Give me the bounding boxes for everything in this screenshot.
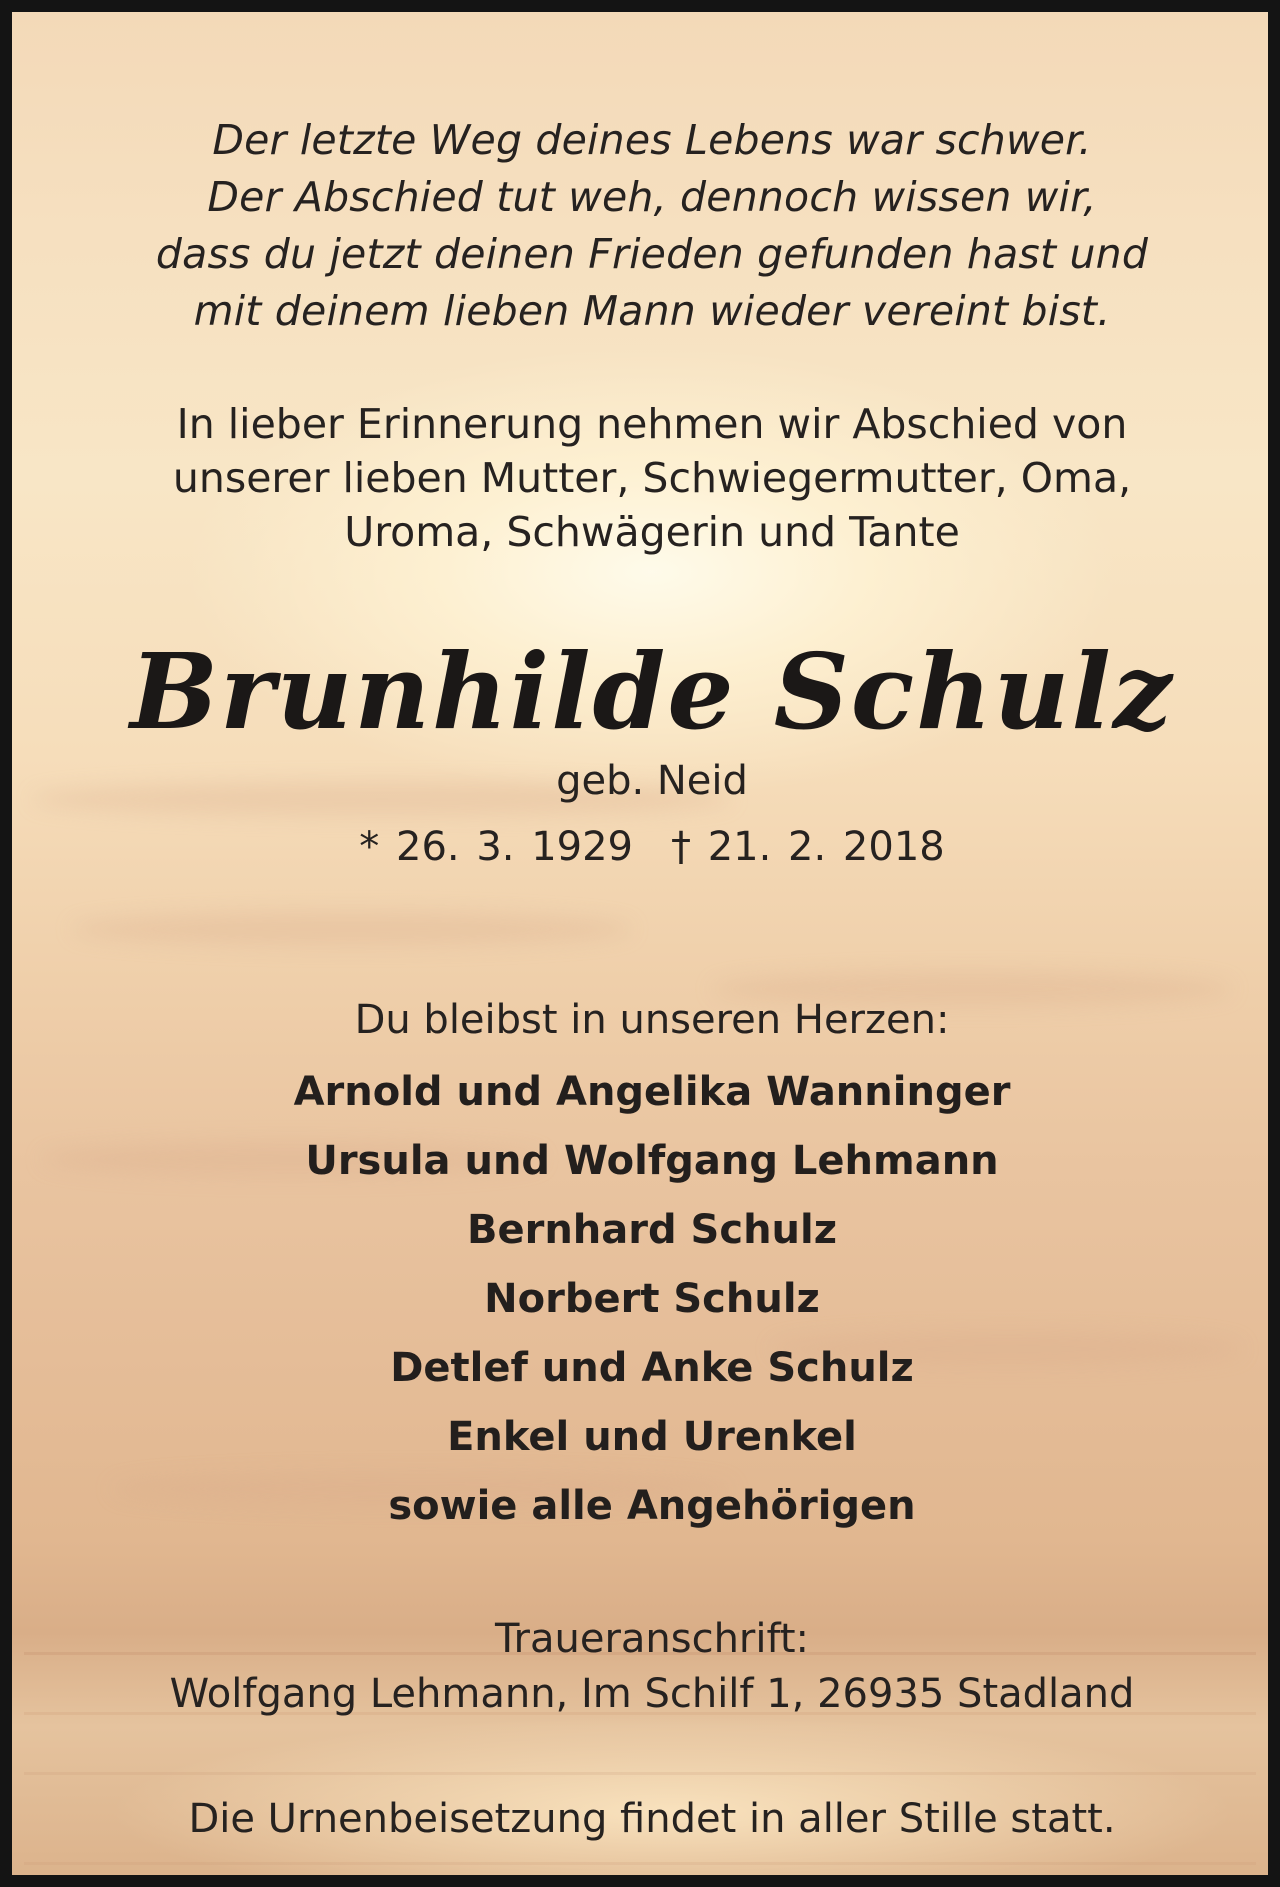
intro-line: Uroma, Schwägerin und Tante: [344, 508, 960, 556]
mourners-list: [24, 1058, 1280, 1541]
maiden-name: geb. Neid: [556, 758, 748, 804]
life-dates: [24, 820, 1280, 874]
mourner-entry: Arnold und Angelika Wanninger: [293, 1069, 1011, 1115]
death-date: † 21. 2. 2018: [671, 824, 945, 870]
mourner-entry: Norbert Schulz: [484, 1276, 820, 1322]
farewell-intro: [24, 397, 1280, 559]
sea-reflection-line: [24, 1772, 1256, 1775]
sea-reflection-line: [24, 1862, 1256, 1865]
verse-line: Der letzte Weg deines Lebens war schwer.: [212, 116, 1092, 164]
mourner-entry: Ursula und Wolfgang Lehmann: [305, 1138, 999, 1184]
birth-date: * 26. 3. 1929: [359, 824, 633, 870]
intro-line: unserer lieben Mutter, Schwiegermutter, Oma,: [172, 454, 1132, 502]
memorial-verse: [24, 112, 1280, 340]
verse-line: mit deinem lieben Mann wieder vereint bist.: [193, 287, 1111, 335]
cloud-streak: [72, 912, 632, 946]
mourner-entry: Bernhard Schulz: [466, 1207, 838, 1253]
remain-in-hearts-line: Du bleibst in unseren Herzen:: [354, 997, 950, 1043]
mourner-entry: sowie alle Angehörigen: [388, 1483, 916, 1529]
mourning-address: Wolfgang Lehmann, Im Schilf 1, 26935 Stadland: [169, 1671, 1135, 1717]
verse-line: dass du jetzt deinen Frieden gefunden hast und: [155, 230, 1149, 278]
burial-note: Die Urnenbeisetzung findet in aller Stille statt.: [188, 1796, 1116, 1842]
mourner-entry: Enkel und Urenkel: [447, 1414, 857, 1460]
deceased-name: Brunhilde Schulz: [130, 630, 1174, 753]
mourning-address-label: Traueranschrift:: [494, 1616, 810, 1662]
intro-line: In lieber Erinnerung nehmen wir Abschied von: [176, 400, 1128, 448]
verse-line: Der Abschied tut weh, dennoch wissen wir,: [207, 173, 1097, 221]
mourner-entry: Detlef und Anke Schulz: [390, 1345, 914, 1391]
